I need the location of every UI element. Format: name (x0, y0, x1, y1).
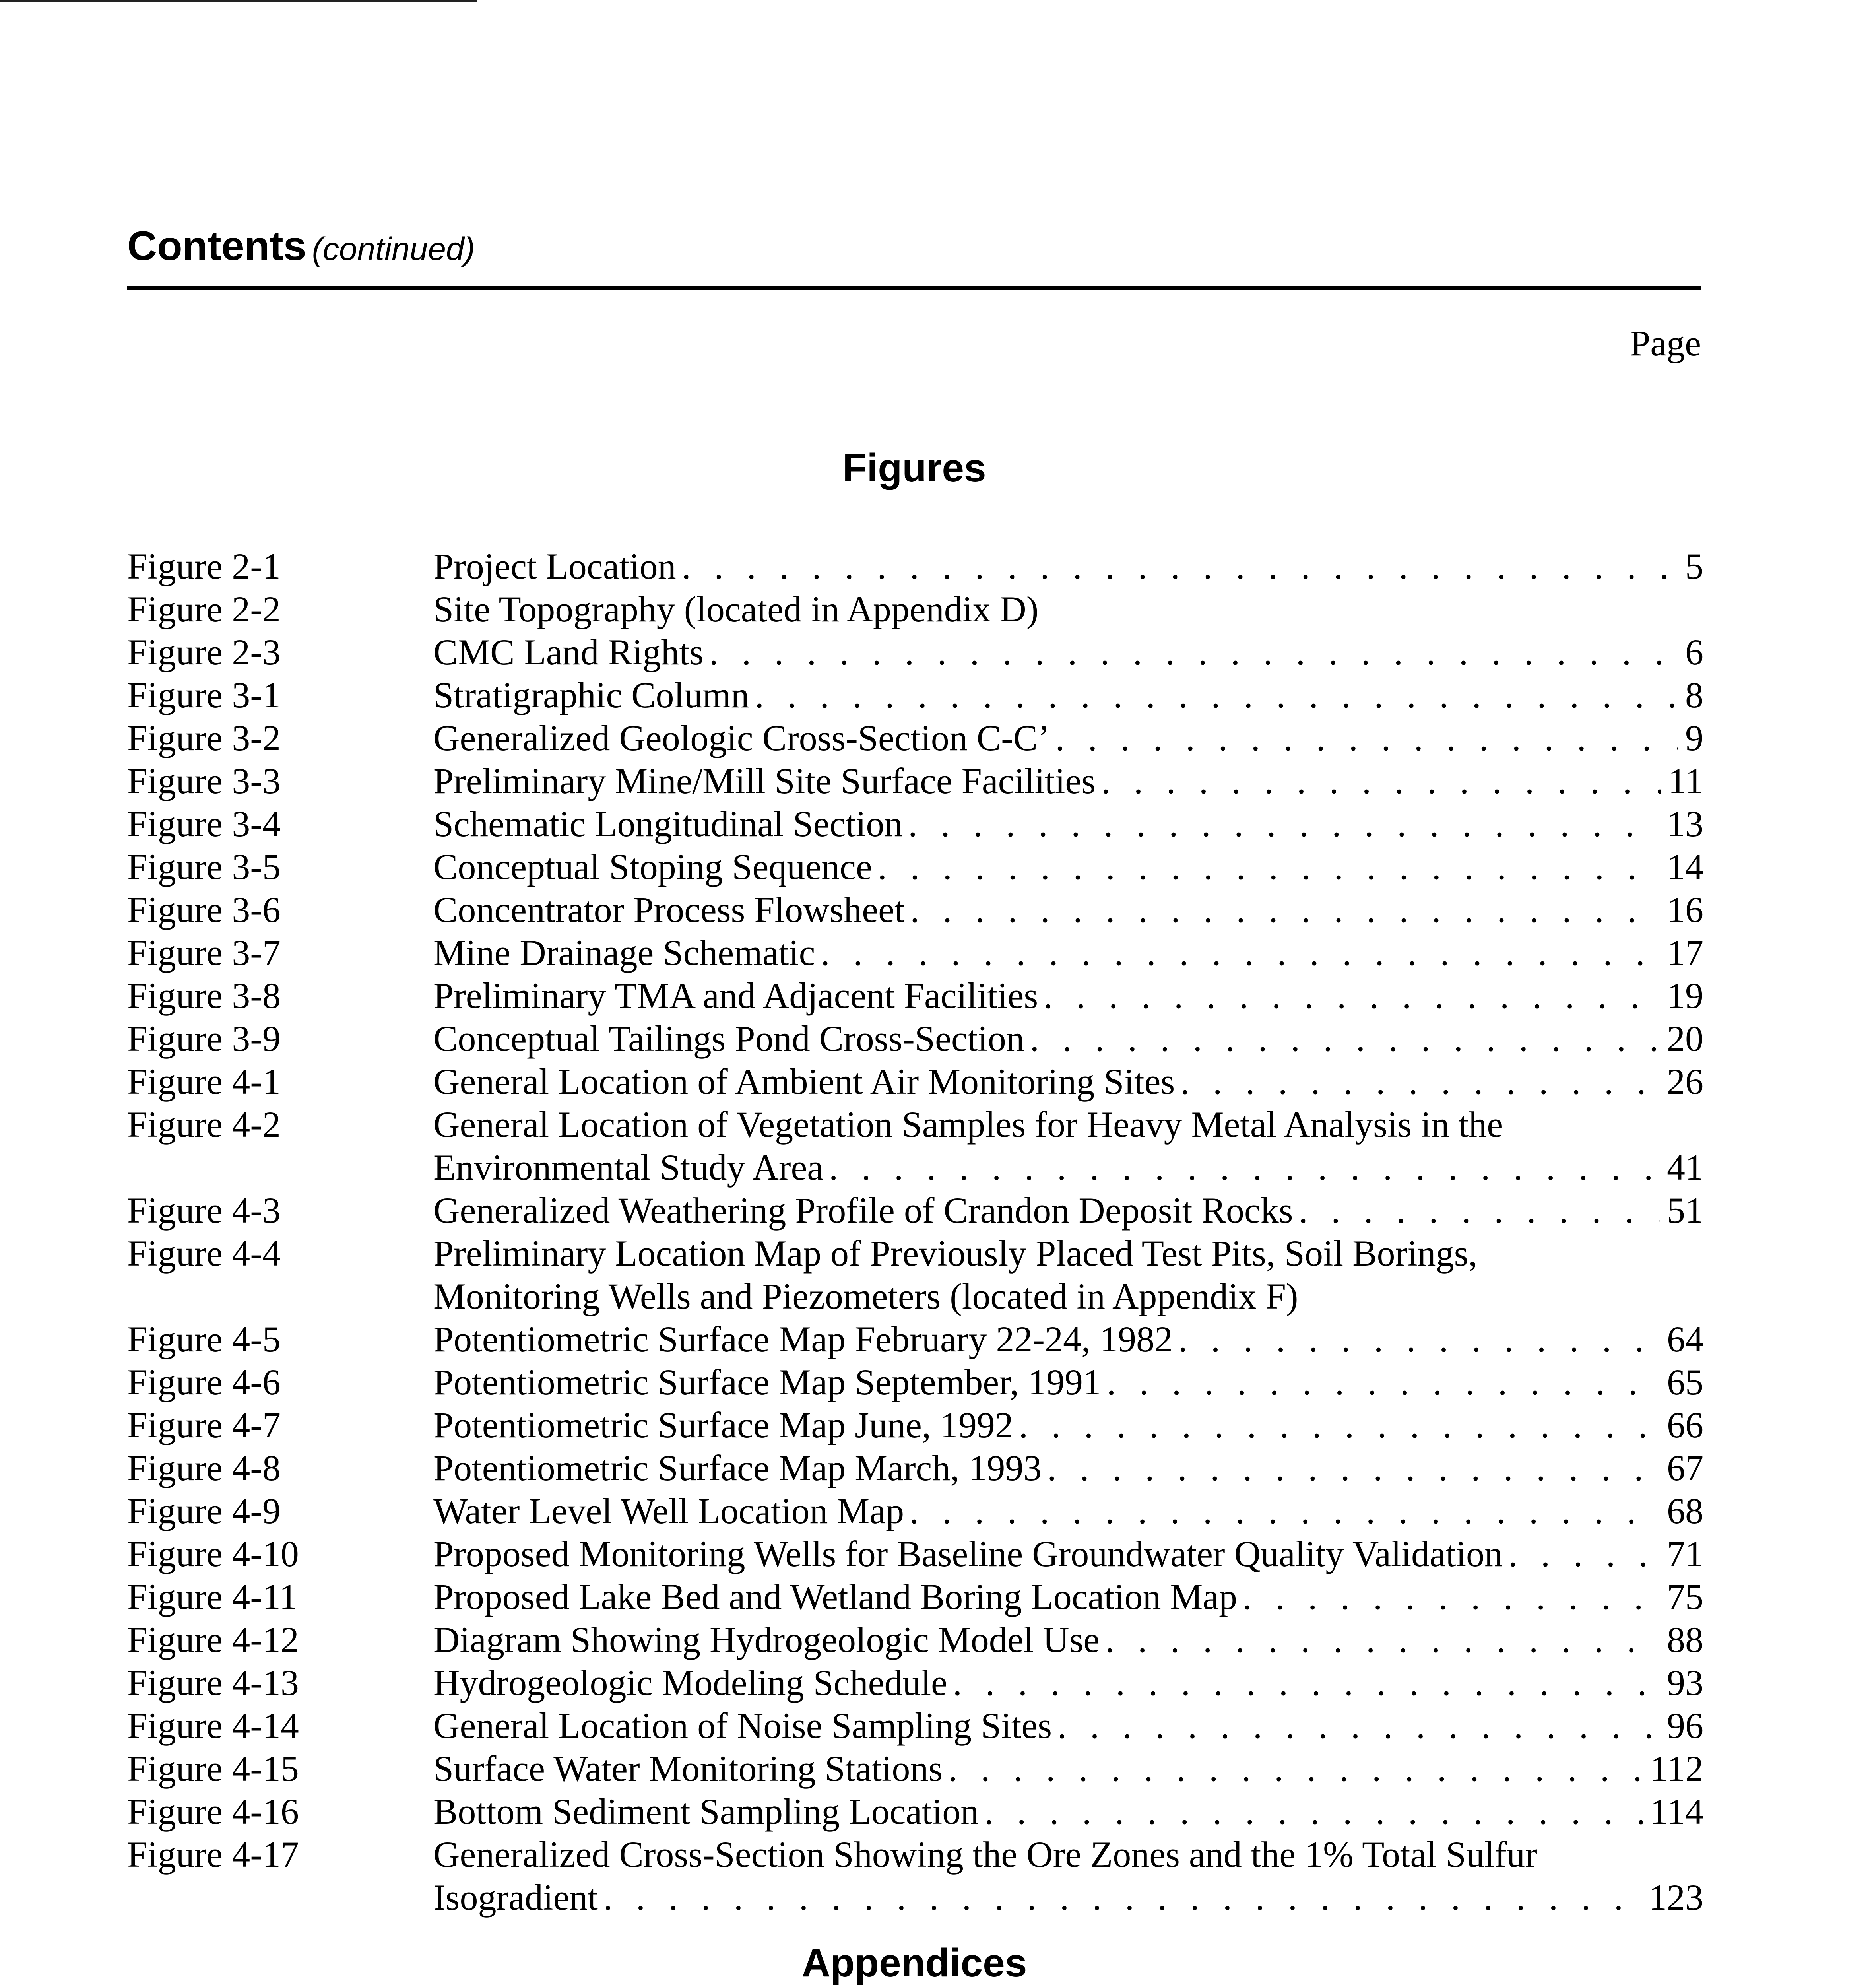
figure-entry (127, 1189, 1703, 1232)
dot-leader (1042, 1446, 1660, 1489)
figure-title-line (433, 1189, 1703, 1232)
figure-title-line (433, 931, 1703, 974)
figure-number: Figure 4-5 (127, 1319, 281, 1359)
figure-title-line (433, 631, 1703, 674)
dot-leader (1101, 1361, 1660, 1404)
figure-title-text: Generalized Geologic Cross-Section C-C’ (433, 718, 1050, 758)
figure-entry (127, 1618, 1703, 1661)
dot-leader (943, 1747, 1643, 1790)
dot-leader (1024, 1017, 1660, 1060)
figure-title (433, 1404, 1703, 1446)
figure-entry (127, 674, 1703, 716)
figure-number: Figure 3-4 (127, 804, 281, 844)
figure-title-line (433, 1060, 1703, 1103)
figure-title-line (433, 1361, 1703, 1404)
figure-title (433, 931, 1703, 974)
figure-title (433, 716, 1703, 759)
figure-title-text: Preliminary Location Map of Previously Placed Test Pits, Soil Borings, (433, 1233, 1478, 1274)
figure-title-line (433, 888, 1703, 931)
figure-title-line (433, 1575, 1703, 1618)
figure-title-line (433, 1446, 1703, 1489)
figure-title-text: Water Level Well Location Map (433, 1491, 904, 1531)
figure-number: Figure 3-7 (127, 932, 281, 973)
dot-leader (1293, 1189, 1660, 1232)
figure-page-number: 123 (1649, 1877, 1703, 1918)
figure-entry (127, 1575, 1703, 1618)
figure-title-text: Mine Drainage Schematic (433, 932, 815, 973)
figure-number: Figure 3-6 (127, 889, 281, 930)
figure-title (433, 802, 1703, 845)
dot-leader (676, 545, 1678, 588)
figure-entry (127, 1404, 1703, 1446)
figure-entry (127, 631, 1703, 674)
figure-entry (127, 888, 1703, 931)
figure-page-number: 96 (1667, 1705, 1703, 1746)
figure-title-line (433, 802, 1703, 845)
figure-title (433, 674, 1703, 716)
figure-title-text: Generalized Weathering Profile of Crandon Deposit Rocks (433, 1190, 1293, 1231)
figure-entry (127, 1232, 1703, 1318)
dot-leader (704, 631, 1678, 674)
figure-number: Figure 4-7 (127, 1405, 281, 1445)
figure-entry (127, 931, 1703, 974)
figure-entry (127, 1318, 1703, 1361)
figure-title-text: Potentiometric Surface Map June, 1992 (433, 1405, 1013, 1445)
figure-title (433, 974, 1703, 1017)
figure-entry (127, 716, 1703, 759)
figure-title-line (433, 1661, 1703, 1704)
figure-page-number: 6 (1685, 632, 1703, 672)
page-column-label: Page (1630, 323, 1701, 363)
figure-title-text: Hydrogeologic Modeling Schedule (433, 1662, 947, 1703)
figure-title-text: Proposed Lake Bed and Wetland Boring Location Map (433, 1576, 1238, 1617)
figure-title-text: Preliminary Mine/Mill Site Surface Facilities (433, 761, 1096, 801)
figure-title (433, 631, 1703, 674)
figure-title (433, 1060, 1703, 1103)
figure-title (433, 1532, 1703, 1575)
figure-title-text: Potentiometric Surface Map September, 1991 (433, 1362, 1101, 1402)
figure-title-line (433, 1318, 1703, 1361)
figure-entry (127, 1489, 1703, 1532)
figure-title (433, 1489, 1703, 1532)
dot-leader (1175, 1060, 1660, 1103)
figure-title-text: Isogradient (433, 1877, 598, 1918)
figure-entry (127, 1704, 1703, 1747)
figure-title-line (433, 1704, 1703, 1747)
figure-title-text: Generalized Cross-Section Showing the Ore Zones and the 1% Total Sulfur (433, 1834, 1537, 1875)
page-header (127, 223, 1701, 270)
figure-page-number: 11 (1668, 761, 1703, 801)
dot-leader (979, 1790, 1643, 1833)
figure-title-text: Proposed Monitoring Wells for Baseline Groundwater Quality Validation (433, 1534, 1503, 1574)
figure-number: Figure 3-9 (127, 1018, 281, 1059)
figure-page-number: 93 (1667, 1662, 1703, 1703)
figure-title (433, 1189, 1703, 1232)
figure-title (433, 1575, 1703, 1618)
figure-title-text: Bottom Sediment Sampling Location (433, 1791, 979, 1832)
figure-title-line (433, 1146, 1703, 1189)
figure-title-line (433, 1017, 1703, 1060)
figure-title-line (433, 716, 1703, 759)
figure-number: Figure 3-2 (127, 718, 281, 758)
figure-page-number: 71 (1667, 1534, 1703, 1574)
figure-entry (127, 545, 1703, 588)
figure-page-number: 14 (1667, 846, 1703, 887)
figure-number: Figure 2-2 (127, 589, 281, 629)
figure-number: Figure 4-15 (127, 1748, 299, 1789)
figure-number: Figure 4-8 (127, 1448, 281, 1488)
figure-number: Figure 4-17 (127, 1834, 299, 1875)
dot-leader (1100, 1618, 1660, 1661)
figure-title-line (433, 1532, 1703, 1575)
figure-entry (127, 1661, 1703, 1704)
dot-leader (1096, 759, 1661, 802)
figures-heading: Figures (842, 446, 986, 490)
figure-number: Figure 4-6 (127, 1362, 281, 1402)
figure-number: Figure 4-11 (127, 1576, 298, 1617)
dot-leader (1050, 716, 1678, 759)
figure-number: Figure 3-5 (127, 846, 281, 887)
figure-title-text: Environmental Study Area (433, 1147, 824, 1188)
header-subtitle: (continued) (312, 231, 475, 267)
figure-page-number: 17 (1667, 932, 1703, 973)
figure-entry (127, 759, 1703, 802)
figure-number: Figure 4-13 (127, 1662, 299, 1703)
figure-number: Figure 3-3 (127, 761, 281, 801)
dot-leader (1237, 1575, 1660, 1618)
appendices-heading: Appendices (801, 1941, 1027, 1985)
figure-page-number: 68 (1667, 1491, 1703, 1531)
figure-title (433, 1833, 1703, 1919)
figure-title-text: Project Location (433, 546, 676, 586)
figure-number: Figure 2-1 (127, 546, 281, 586)
figure-page-number: 64 (1667, 1319, 1703, 1359)
figure-title-text: Potentiometric Surface Map March, 1993 (433, 1448, 1042, 1488)
figure-title-line (433, 545, 1703, 588)
figure-title-line (433, 1489, 1703, 1532)
figure-entry (127, 845, 1703, 888)
figure-title (433, 1103, 1703, 1189)
figure-page-number: 114 (1650, 1791, 1703, 1832)
figure-title-text: Diagram Showing Hydrogeologic Model Use (433, 1619, 1100, 1660)
figure-title-line (433, 759, 1703, 802)
figure-title-line (433, 1404, 1703, 1446)
dot-leader (1052, 1704, 1660, 1747)
figure-title-text: Stratigraphic Column (433, 675, 749, 715)
figure-title-text: Concentrator Process Flowsheet (433, 889, 905, 930)
figure-number: Figure 4-9 (127, 1491, 281, 1531)
figure-entry (127, 1017, 1703, 1060)
top-edge-rule (0, 0, 477, 2)
figure-title-text: CMC Land Rights (433, 632, 704, 672)
dot-leader (1173, 1318, 1660, 1361)
figure-number: Figure 4-2 (127, 1104, 281, 1145)
dot-leader (872, 845, 1660, 888)
dot-leader (823, 1146, 1660, 1189)
figure-title-line (433, 674, 1703, 716)
figure-entry (127, 1532, 1703, 1575)
figure-page-number: 51 (1667, 1190, 1703, 1231)
figure-title (433, 1446, 1703, 1489)
figure-title-line (433, 1747, 1703, 1790)
figure-page-number: 5 (1685, 546, 1703, 586)
figure-page-number: 88 (1667, 1619, 1703, 1660)
figure-entry (127, 1747, 1703, 1790)
figure-entry (127, 1103, 1703, 1189)
figure-number: Figure 4-14 (127, 1705, 299, 1746)
figure-title (433, 845, 1703, 888)
figure-page-number: 75 (1667, 1576, 1703, 1617)
dot-leader (1503, 1532, 1660, 1575)
figure-entry (127, 802, 1703, 845)
figure-entry (127, 974, 1703, 1017)
figure-title-text: Potentiometric Surface Map February 22-24, 1982 (433, 1319, 1173, 1359)
figure-page-number: 65 (1667, 1362, 1703, 1402)
figure-entry (127, 1790, 1703, 1833)
figure-title (433, 759, 1703, 802)
figure-title-text: General Location of Ambient Air Monitoring Sites (433, 1061, 1175, 1102)
figure-number: Figure 3-1 (127, 675, 281, 715)
dot-leader (749, 674, 1678, 716)
figure-page-number: 9 (1685, 718, 1703, 758)
figure-title-text: Schematic Longitudinal Section (433, 804, 903, 844)
dot-leader (904, 1489, 1660, 1532)
figure-title-text: General Location of Noise Sampling Sites (433, 1705, 1052, 1746)
dot-leader (902, 802, 1660, 845)
figure-page-number: 67 (1667, 1448, 1703, 1488)
figure-page-number: 26 (1667, 1061, 1703, 1102)
figure-number: Figure 4-12 (127, 1619, 299, 1660)
figure-page-number: 66 (1667, 1405, 1703, 1445)
figure-title-text: Conceptual Stoping Sequence (433, 846, 872, 887)
figure-title-text: Monitoring Wells and Piezometers (located in Appendix F) (433, 1276, 1298, 1316)
figure-title-text: Site Topography (located in Appendix D) (433, 589, 1039, 629)
figure-page-number: 19 (1667, 975, 1703, 1016)
figure-number: Figure 2-3 (127, 632, 281, 672)
dot-leader (1038, 974, 1660, 1017)
figure-title-text: Surface Water Monitoring Stations (433, 1748, 943, 1789)
figure-number: Figure 4-3 (127, 1190, 281, 1231)
figure-title (433, 588, 1703, 631)
header-title: Contents (127, 223, 307, 269)
figure-entry (127, 1361, 1703, 1404)
figure-page-number: 13 (1667, 804, 1703, 844)
figure-number: Figure 4-1 (127, 1061, 281, 1102)
figure-title-line (433, 1876, 1703, 1919)
figure-page-number: 112 (1650, 1748, 1703, 1789)
figure-title (433, 1017, 1703, 1060)
figure-title (433, 888, 1703, 931)
figure-page-number: 20 (1667, 1018, 1703, 1059)
figure-number: Figure 3-8 (127, 975, 281, 1016)
figure-title (433, 1318, 1703, 1361)
dot-leader (1013, 1404, 1660, 1446)
figure-number: Figure 4-10 (127, 1534, 299, 1574)
figure-title (433, 1747, 1703, 1790)
dot-leader (598, 1876, 1641, 1919)
figure-entry (127, 588, 1703, 631)
figure-title-line (433, 1618, 1703, 1661)
figure-entry (127, 1060, 1703, 1103)
figure-title-text: Preliminary TMA and Adjacent Facilities (433, 975, 1038, 1016)
figure-title-line (433, 1790, 1703, 1833)
figure-title (433, 1704, 1703, 1747)
figure-page-number: 8 (1685, 675, 1703, 715)
figure-title-line (433, 845, 1703, 888)
figure-title-text: General Location of Vegetation Samples for Heavy Metal Analysis in the (433, 1104, 1503, 1145)
figure-title (433, 1361, 1703, 1404)
figure-page-number: 16 (1667, 889, 1703, 930)
figure-title (433, 1661, 1703, 1704)
dot-leader (905, 888, 1660, 931)
dot-leader (947, 1661, 1660, 1704)
figure-title-line (433, 974, 1703, 1017)
figure-title-text: Conceptual Tailings Pond Cross-Section (433, 1018, 1024, 1059)
figure-title (433, 1618, 1703, 1661)
figure-number: Figure 4-16 (127, 1791, 299, 1832)
figure-title (433, 1790, 1703, 1833)
figure-title (433, 1232, 1703, 1318)
figure-entry (127, 1446, 1703, 1489)
figure-entry (127, 1833, 1703, 1919)
figure-page-number: 41 (1667, 1147, 1703, 1188)
figure-number: Figure 4-4 (127, 1233, 281, 1274)
figure-title (433, 545, 1703, 588)
figures-list (127, 545, 1703, 1919)
dot-leader (815, 931, 1660, 974)
header-divider (127, 286, 1701, 290)
